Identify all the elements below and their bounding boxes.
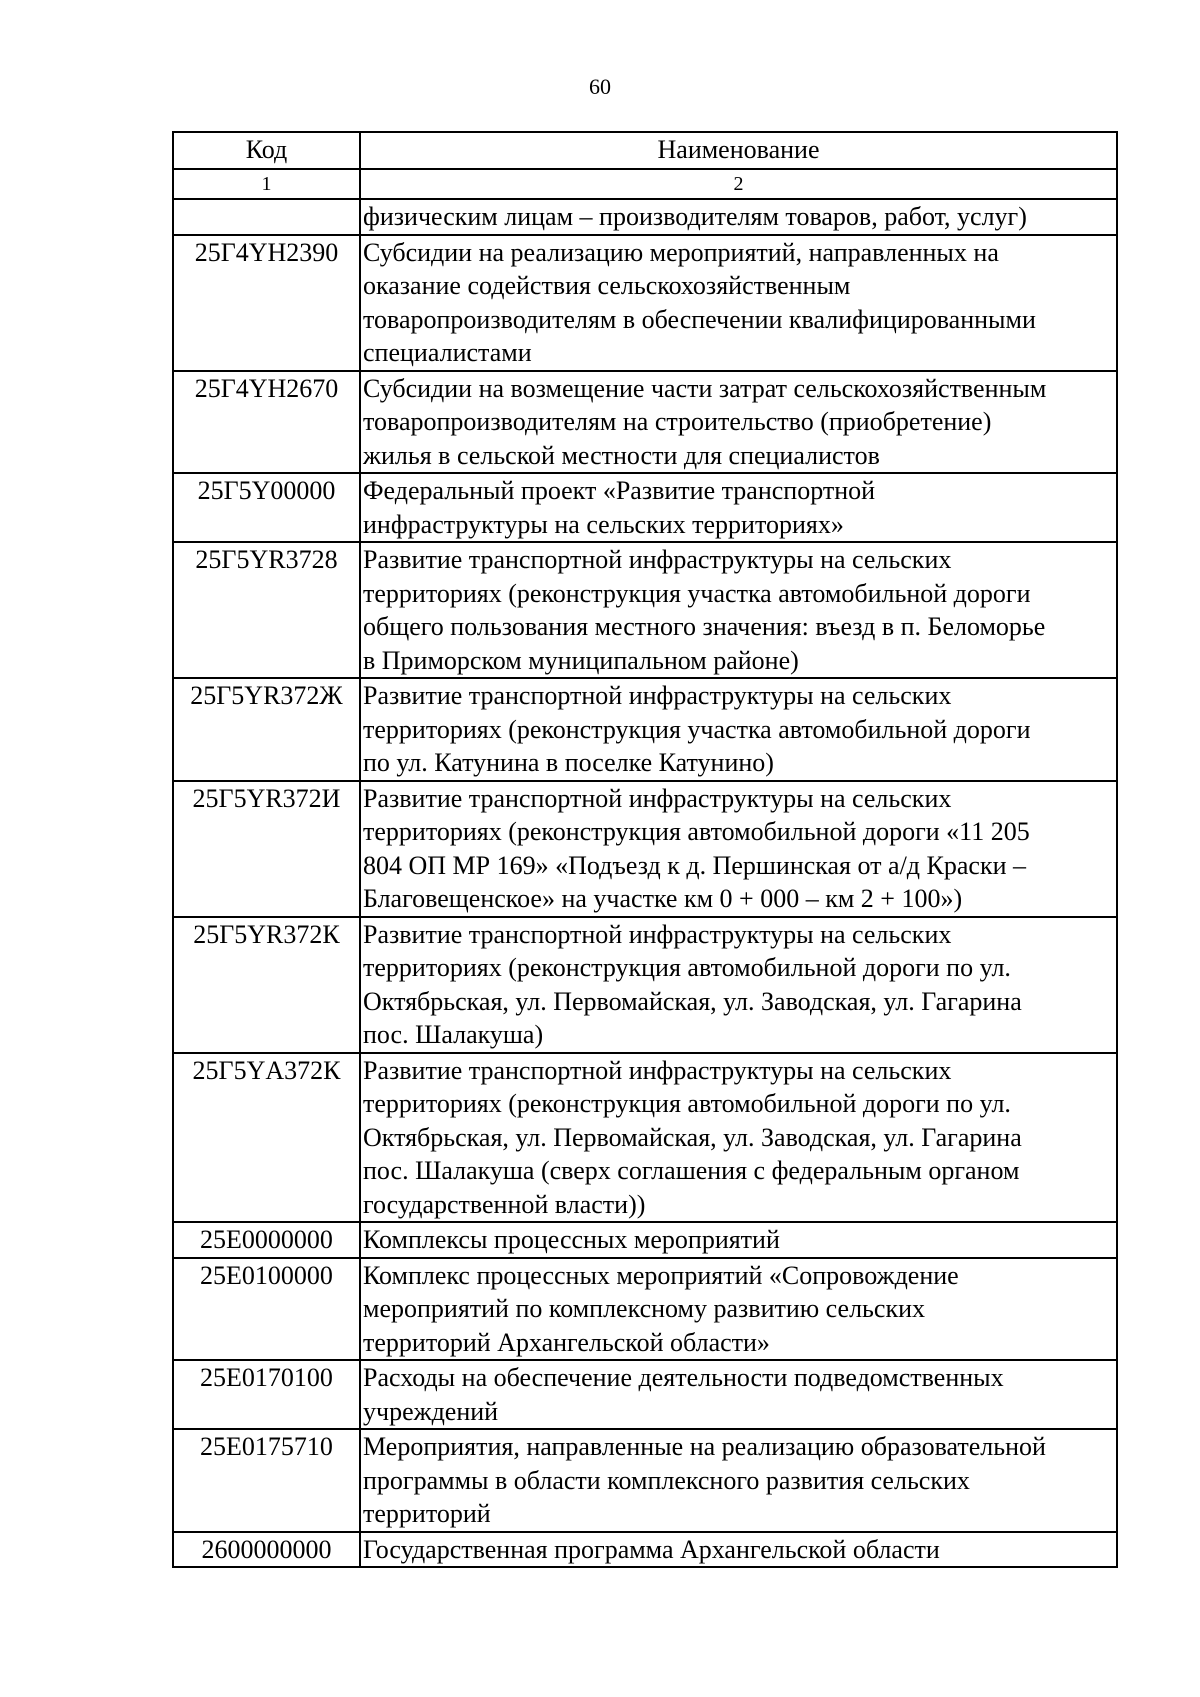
table-row <box>173 678 1117 781</box>
row-name: физическим лицам – производителям товаров, работ, услуг) <box>360 199 1117 235</box>
row-code: 2600000000 <box>173 1532 360 1568</box>
table-row <box>173 1222 1117 1258</box>
row-code: 25Г5YR372К <box>173 917 360 1053</box>
table-row <box>173 917 1117 1053</box>
row-name: Развитие транспортной инфраструктуры на сельских территориях (реконструкция участка автомобильной дороги по ул. Катунина в поселке Катунино) <box>360 678 1117 781</box>
row-code: 25Е0175710 <box>173 1429 360 1532</box>
column-number-name: 2 <box>360 169 1117 199</box>
row-name: Мероприятия, направленные на реализацию образовательной программы в области комплексного развития сельских территорий <box>360 1429 1117 1532</box>
row-name: Субсидии на возмещение части затрат сельскохозяйственным товаропроизводителям на строительство (приобретение) жилья в сельской местности для специалистов <box>360 371 1117 474</box>
row-name: Федеральный проект «Развитие транспортной инфраструктуры на сельских территориях» <box>360 473 1117 542</box>
table-header-row <box>173 132 1117 169</box>
column-number-code: 1 <box>173 169 360 199</box>
row-code: 25Г4YН2390 <box>173 235 360 371</box>
column-header-code: Код <box>173 132 360 169</box>
table-row <box>173 1258 1117 1361</box>
row-name: Развитие транспортной инфраструктуры на сельских территориях (реконструкция участка автомобильной дороги общего пользования местного значения: въезд в п. Беломорье в Приморском муниципальном районе) <box>360 542 1117 678</box>
row-code: 25Е0000000 <box>173 1222 360 1258</box>
row-code: 25Г4YН2670 <box>173 371 360 474</box>
row-name: Развитие транспортной инфраструктуры на сельских территориях (реконструкция автомобильной дороги по ул. Октябрьская, ул. Первомайская, ул. Заводская, ул. Гагарина пос. Шалакуша (сверх соглашения с федеральным органом государственной власти)) <box>360 1053 1117 1223</box>
table-row <box>173 199 1117 235</box>
table-row <box>173 1053 1117 1223</box>
table-row <box>173 371 1117 474</box>
table-row <box>173 235 1117 371</box>
row-code <box>173 199 360 235</box>
table-row <box>173 1360 1117 1429</box>
row-name: Комплекс процессных мероприятий «Сопровождение мероприятий по комплексному развитию сельских территорий Архангельской области» <box>360 1258 1117 1361</box>
row-code: 25Г5Y00000 <box>173 473 360 542</box>
row-name: Развитие транспортной инфраструктуры на сельских территориях (реконструкция автомобильной дороги «11 205 804 ОП МР 169» «Подъезд к д. Першинская от а/д Краски – Благовещенское» на участке км 0 + 000 – км 2 + 100») <box>360 781 1117 917</box>
table-row <box>173 473 1117 542</box>
row-name: Развитие транспортной инфраструктуры на сельских территориях (реконструкция автомобильной дороги по ул. Октябрьская, ул. Первомайская, ул. Заводская, ул. Гагарина пос. Шалакуша) <box>360 917 1117 1053</box>
row-name: Субсидии на реализацию мероприятий, направленных на оказание содействия сельскохозяйственным товаропроизводителям в обеспечении квалифицированными специалистами <box>360 235 1117 371</box>
column-header-name: Наименование <box>360 132 1117 169</box>
budget-classification-table <box>172 131 1118 1568</box>
row-name: Государственная программа Архангельской области <box>360 1532 1117 1568</box>
row-code: 25Г5YА372К <box>173 1053 360 1223</box>
row-code: 25Г5YR372И <box>173 781 360 917</box>
row-code: 25Г5YR372Ж <box>173 678 360 781</box>
column-number-row <box>173 169 1117 199</box>
table-row <box>173 542 1117 678</box>
row-name: Расходы на обеспечение деятельности подведомственных учреждений <box>360 1360 1117 1429</box>
table-row <box>173 1429 1117 1532</box>
row-name: Комплексы процессных мероприятий <box>360 1222 1117 1258</box>
table-row <box>173 1532 1117 1568</box>
row-code: 25Е0170100 <box>173 1360 360 1429</box>
row-code: 25Г5YR3728 <box>173 542 360 678</box>
row-code: 25Е0100000 <box>173 1258 360 1361</box>
table-row <box>173 781 1117 917</box>
page-number: 60 <box>589 74 611 99</box>
